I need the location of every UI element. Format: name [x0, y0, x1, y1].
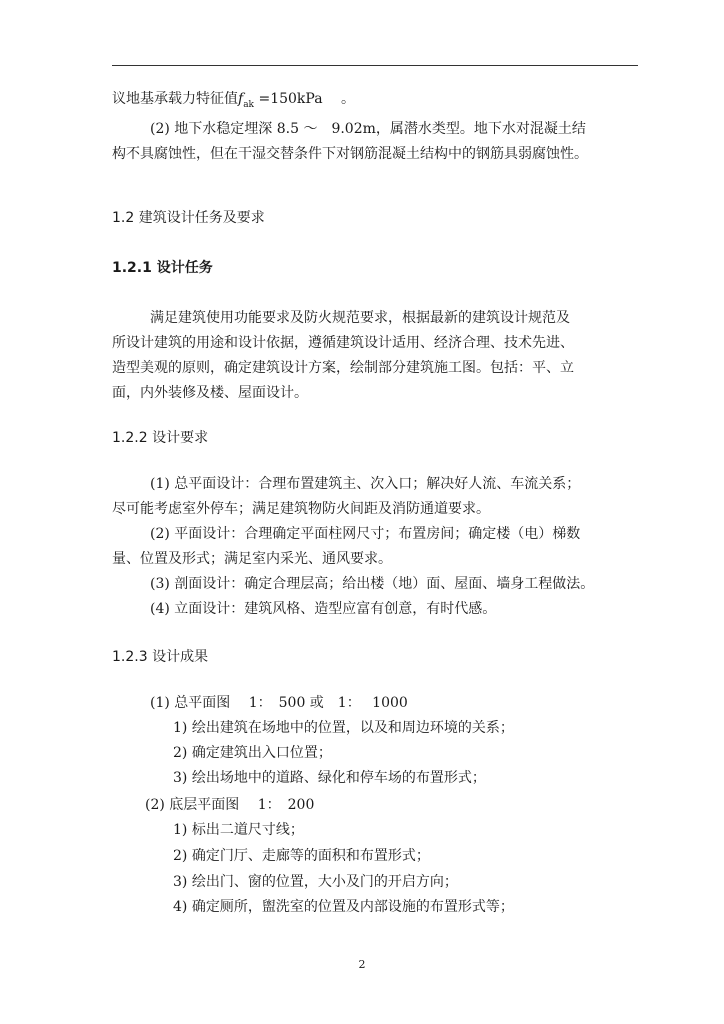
subsection-heading: 1.2.2 设计要求	[112, 430, 209, 446]
page-number: 2	[358, 958, 366, 971]
output-subitem: 3) 绘出门、窗的位置，大小及门的开启方向；	[173, 874, 458, 890]
requirement-line: (2) 平面设计：合理确定平面柱网尺寸；布置房间；确定楼（电）梯数	[150, 526, 581, 542]
output-item: (1) 总平面图 1： 500 或 1： 1000	[150, 695, 408, 711]
output-subitem: 2) 确定门厅、走廊等的面积和布置形式；	[173, 848, 430, 864]
section-heading: 1.2 建筑设计任务及要求	[112, 210, 265, 226]
subsection-heading: 1.2.3 设计成果	[112, 649, 209, 665]
output-item: (2) 底层平面图 1： 200	[145, 797, 315, 813]
paragraph-line: 满足建筑使用功能要求及防火规范要求，根据最新的建筑设计规范及	[150, 310, 570, 326]
output-subitem: 2) 确定建筑出入口位置；	[173, 745, 332, 761]
output-subitem: 1) 绘出建筑在场地中的位置，以及和周边环境的关系；	[173, 720, 514, 736]
output-subitem: 4) 确定厕所，盥洗室的位置及内部设施的布置形式等；	[173, 899, 514, 915]
output-subitem: 1) 标出二道尺寸线；	[173, 822, 304, 838]
header-rule	[112, 65, 638, 66]
output-subitem: 3) 绘出场地中的道路、绿化和停车场的布置形式；	[173, 770, 486, 786]
subsection-heading: 1.2.1 设计任务	[112, 260, 213, 276]
paragraph-line: 造型美观的原则，确定建筑设计方案，绘制部分建筑施工图。包括：平、立	[112, 360, 574, 376]
requirement-line: (3) 剖面设计：确定合理层高；给出楼（地）面、屋面、墙身工程做法。	[150, 576, 595, 592]
text-line: 构不具腐蚀性，但在干湿交替条件下对钢筋混凝土结构中的钢筋具弱腐蚀性。	[112, 146, 588, 162]
requirement-line: (1) 总平面设计：合理布置建筑主、次入口；解决好人流、车流关系；	[150, 476, 581, 492]
paragraph-line: 所设计建筑的用途和设计依据，遵循建筑设计适用、经济合理、技术先进、	[112, 335, 574, 351]
requirement-line: 尽可能考虑室外停车；满足建筑物防火间距及消防通道要求。	[112, 501, 490, 517]
text-line: (2) 地下水稳定埋深 8.5 ～ 9.02m，属潜水类型。地下水对混凝土结	[150, 121, 586, 137]
requirement-line: 量、位置及形式；满足室内采光、通风要求。	[112, 551, 392, 567]
paragraph-line: 面，内外装修及楼、屋面设计。	[112, 385, 308, 401]
requirement-line: (4) 立面设计：建筑风格、造型应富有创意，有时代感。	[150, 601, 497, 617]
text-line: 议地基承载力特征值$f_{ak} =150kPa$ 。	[112, 91, 355, 110]
